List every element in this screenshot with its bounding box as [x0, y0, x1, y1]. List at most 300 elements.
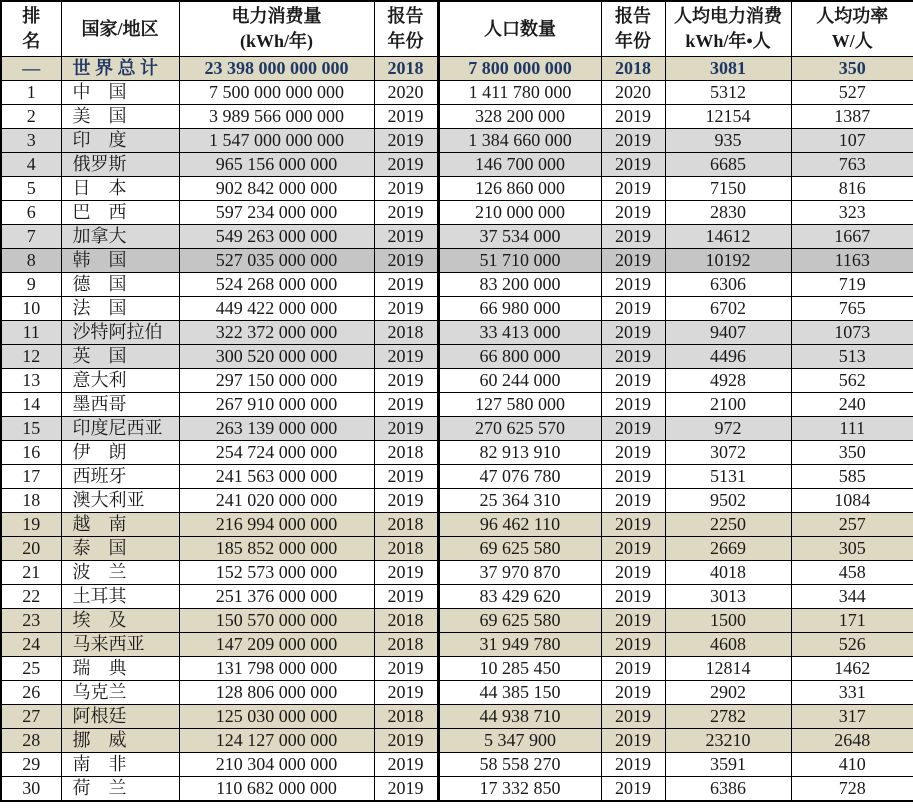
consumption-cell: 300 520 000 000: [179, 345, 374, 369]
country-cell: 越 南: [61, 513, 179, 537]
per-capita-power-cell: 410: [791, 753, 913, 777]
per-capita-consumption-cell: 2782: [665, 705, 791, 729]
consumption-cell: 125 030 000 000: [179, 705, 374, 729]
report-year-2-cell: 2019: [601, 369, 665, 393]
consumption-cell: 1 547 000 000 000: [179, 129, 374, 153]
per-capita-consumption-cell: 6306: [665, 273, 791, 297]
country-cell: 巴 西: [61, 201, 179, 225]
rank-cell: 18: [1, 489, 61, 513]
per-capita-consumption-cell: 2669: [665, 537, 791, 561]
header-label: 人均功率: [816, 6, 889, 26]
table-row: [1, 489, 913, 513]
table-row: [1, 633, 913, 657]
report-year-1-cell: 2020: [374, 81, 438, 105]
country-cell: 韩 国: [61, 249, 179, 273]
report-year-1-cell: 2019: [374, 225, 438, 249]
population-cell: 17 332 850: [438, 777, 601, 802]
report-year-2-cell: 2019: [601, 273, 665, 297]
report-year-1-cell: 2018: [374, 513, 438, 537]
table-row: [1, 513, 913, 537]
report-year-1-cell: 2019: [374, 273, 438, 297]
consumption-cell: 527 035 000 000: [179, 249, 374, 273]
header-label: 报告: [387, 6, 424, 26]
per-capita-consumption-cell: 5312: [665, 81, 791, 105]
country-cell: 意大利: [61, 369, 179, 393]
rank-cell: 8: [1, 249, 61, 273]
report-year-1-cell: 2019: [374, 681, 438, 705]
report-year-1-cell: 2018: [374, 441, 438, 465]
population-cell: 31 949 780: [438, 633, 601, 657]
population-cell: 127 580 000: [438, 393, 601, 417]
report-year-1-cell: 2019: [374, 153, 438, 177]
per-capita-power-cell: 111: [791, 417, 913, 441]
consumption-cell: 263 139 000 000: [179, 417, 374, 441]
consumption-cell: 185 852 000 000: [179, 537, 374, 561]
table-row: [1, 81, 913, 105]
table-row: [1, 441, 913, 465]
population-cell: 96 462 110: [438, 513, 601, 537]
report-year-1-cell: 2018: [374, 609, 438, 633]
report-year-2-cell: 2019: [601, 705, 665, 729]
per-capita-consumption-cell: 7150: [665, 177, 791, 201]
per-capita-power-cell: 513: [791, 345, 913, 369]
consumption-cell: 322 372 000 000: [179, 321, 374, 345]
population-cell: 47 076 780: [438, 465, 601, 489]
report-year-1-cell: 2019: [374, 105, 438, 129]
consumption-cell: 7 500 000 000 000: [179, 81, 374, 105]
per-capita-consumption-cell: 1500: [665, 609, 791, 633]
consumption-cell: 216 994 000 000: [179, 513, 374, 537]
report-year-2-cell: 2019: [601, 513, 665, 537]
header-label: 电力消费量: [231, 6, 322, 26]
report-year-2-cell: 2019: [601, 777, 665, 802]
rank-cell: 6: [1, 201, 61, 225]
rank-cell: —: [1, 57, 61, 81]
rank-cell: 28: [1, 729, 61, 753]
per-capita-power-cell: 171: [791, 609, 913, 633]
country-cell: 荷 兰: [61, 777, 179, 802]
country-cell: 伊 朗: [61, 441, 179, 465]
table-row: [1, 129, 913, 153]
table-row: [1, 57, 913, 81]
per-capita-consumption-cell: 4018: [665, 561, 791, 585]
population-cell: 58 558 270: [438, 753, 601, 777]
per-capita-consumption-cell: 3072: [665, 441, 791, 465]
country-cell: 澳大利亚: [61, 489, 179, 513]
table-row: [1, 105, 913, 129]
per-capita-consumption-cell: 12814: [665, 657, 791, 681]
report-year-2-cell: 2019: [601, 297, 665, 321]
report-year-1-cell: 2019: [374, 129, 438, 153]
per-capita-power-cell: 458: [791, 561, 913, 585]
rank-cell: 4: [1, 153, 61, 177]
table-row: [1, 321, 913, 345]
per-capita-power-cell: 344: [791, 585, 913, 609]
population-cell: 44 385 150: [438, 681, 601, 705]
report-year-2-cell: 2019: [601, 153, 665, 177]
per-capita-consumption-cell: 972: [665, 417, 791, 441]
consumption-cell: 297 150 000 000: [179, 369, 374, 393]
rank-cell: 22: [1, 585, 61, 609]
table-body: [1, 57, 913, 802]
report-year-1-cell: 2019: [374, 657, 438, 681]
country-cell: 印 度: [61, 129, 179, 153]
report-year-2-cell: 2019: [601, 225, 665, 249]
table-row: [1, 705, 913, 729]
table-row: [1, 345, 913, 369]
country-cell: 加拿大: [61, 225, 179, 249]
consumption-cell: 3 989 566 000 000: [179, 105, 374, 129]
report-year-2-cell: 2018: [601, 57, 665, 81]
report-year-1-cell: 2019: [374, 345, 438, 369]
rank-cell: 20: [1, 537, 61, 561]
report-year-2-cell: 2019: [601, 489, 665, 513]
population-cell: 146 700 000: [438, 153, 601, 177]
rank-cell: 3: [1, 129, 61, 153]
population-cell: 1 411 780 000: [438, 81, 601, 105]
header-label: 国家/地区: [81, 18, 159, 39]
report-year-2-cell: 2019: [601, 561, 665, 585]
col-header-population: [438, 1, 601, 57]
header-label: 年份: [387, 31, 424, 51]
consumption-cell: 241 563 000 000: [179, 465, 374, 489]
consumption-cell: 150 570 000 000: [179, 609, 374, 633]
consumption-cell: 524 268 000 000: [179, 273, 374, 297]
report-year-2-cell: 2019: [601, 537, 665, 561]
population-cell: 60 244 000: [438, 369, 601, 393]
per-capita-power-cell: 2648: [791, 729, 913, 753]
header-label: 人均电力消费: [674, 6, 782, 26]
population-cell: 83 200 000: [438, 273, 601, 297]
col-header-report-year-1: [374, 1, 438, 57]
population-cell: 83 429 620: [438, 585, 601, 609]
per-capita-power-cell: 765: [791, 297, 913, 321]
col-header-consumption: [179, 1, 374, 57]
per-capita-consumption-cell: 4496: [665, 345, 791, 369]
per-capita-power-cell: 107: [791, 129, 913, 153]
report-year-1-cell: 2019: [374, 753, 438, 777]
population-cell: 25 364 310: [438, 489, 601, 513]
report-year-1-cell: 2019: [374, 777, 438, 802]
consumption-cell: 965 156 000 000: [179, 153, 374, 177]
per-capita-power-cell: 350: [791, 441, 913, 465]
country-cell: 美 国: [61, 105, 179, 129]
consumption-cell: 902 842 000 000: [179, 177, 374, 201]
report-year-2-cell: 2019: [601, 657, 665, 681]
table-row: [1, 393, 913, 417]
country-cell: 俄罗斯: [61, 153, 179, 177]
per-capita-power-cell: 1387: [791, 105, 913, 129]
report-year-2-cell: 2019: [601, 609, 665, 633]
population-cell: 5 347 900: [438, 729, 601, 753]
per-capita-consumption-cell: 4928: [665, 369, 791, 393]
country-cell: 沙特阿拉伯: [61, 321, 179, 345]
rank-cell: 30: [1, 777, 61, 802]
report-year-2-cell: 2019: [601, 177, 665, 201]
col-header-country: [61, 1, 179, 57]
table-row: [1, 537, 913, 561]
consumption-cell: 147 209 000 000: [179, 633, 374, 657]
report-year-2-cell: 2019: [601, 321, 665, 345]
table-row: [1, 249, 913, 273]
population-cell: 66 800 000: [438, 345, 601, 369]
header-label: 人口数量: [484, 18, 556, 39]
table-row: [1, 369, 913, 393]
per-capita-power-cell: 585: [791, 465, 913, 489]
population-cell: 66 980 000: [438, 297, 601, 321]
header-label: kWh/年•人: [685, 31, 771, 51]
per-capita-power-cell: 305: [791, 537, 913, 561]
table-row: [1, 465, 913, 489]
rank-cell: 27: [1, 705, 61, 729]
country-cell: 波 兰: [61, 561, 179, 585]
table-row: [1, 177, 913, 201]
per-capita-power-cell: 317: [791, 705, 913, 729]
per-capita-consumption-cell: 9502: [665, 489, 791, 513]
per-capita-power-cell: 763: [791, 153, 913, 177]
country-cell: 乌克兰: [61, 681, 179, 705]
table-row: [1, 273, 913, 297]
table-row: [1, 561, 913, 585]
consumption-cell: 128 806 000 000: [179, 681, 374, 705]
col-header-per-capita-consumption: [665, 1, 791, 57]
consumption-cell: 110 682 000 000: [179, 777, 374, 802]
population-cell: 10 285 450: [438, 657, 601, 681]
population-cell: 270 625 570: [438, 417, 601, 441]
table-row: [1, 657, 913, 681]
per-capita-power-cell: 323: [791, 201, 913, 225]
rank-cell: 11: [1, 321, 61, 345]
report-year-1-cell: 2018: [374, 321, 438, 345]
report-year-2-cell: 2019: [601, 633, 665, 657]
rank-cell: 25: [1, 657, 61, 681]
header-row: [1, 1, 913, 57]
population-cell: 69 625 580: [438, 537, 601, 561]
per-capita-consumption-cell: 10192: [665, 249, 791, 273]
rank-cell: 5: [1, 177, 61, 201]
header-label: 年份: [615, 31, 651, 51]
rank-cell: 10: [1, 297, 61, 321]
table-header: [1, 1, 913, 57]
report-year-2-cell: 2019: [601, 345, 665, 369]
per-capita-power-cell: 526: [791, 633, 913, 657]
rank-cell: 7: [1, 225, 61, 249]
population-cell: 1 384 660 000: [438, 129, 601, 153]
per-capita-consumption-cell: 12154: [665, 105, 791, 129]
rank-cell: 23: [1, 609, 61, 633]
per-capita-power-cell: 527: [791, 81, 913, 105]
country-cell: 马来西亚: [61, 633, 179, 657]
per-capita-power-cell: 1667: [791, 225, 913, 249]
consumption-cell: 152 573 000 000: [179, 561, 374, 585]
header-label: W/人: [831, 31, 873, 51]
per-capita-consumption-cell: 6386: [665, 777, 791, 802]
population-cell: 44 938 710: [438, 705, 601, 729]
rank-cell: 14: [1, 393, 61, 417]
per-capita-consumption-cell: 3591: [665, 753, 791, 777]
consumption-cell: 23 398 000 000 000: [179, 57, 374, 81]
country-cell: 德 国: [61, 273, 179, 297]
table-row: [1, 585, 913, 609]
per-capita-consumption-cell: 9407: [665, 321, 791, 345]
rank-cell: 29: [1, 753, 61, 777]
per-capita-power-cell: 1084: [791, 489, 913, 513]
country-cell: 日 本: [61, 177, 179, 201]
country-cell: 西班牙: [61, 465, 179, 489]
report-year-1-cell: 2018: [374, 633, 438, 657]
report-year-1-cell: 2019: [374, 417, 438, 441]
rank-cell: 17: [1, 465, 61, 489]
col-header-rank: [1, 1, 61, 57]
report-year-2-cell: 2019: [601, 753, 665, 777]
report-year-1-cell: 2018: [374, 57, 438, 81]
consumption-cell: 597 234 000 000: [179, 201, 374, 225]
report-year-1-cell: 2018: [374, 705, 438, 729]
header-label: (kWh/年): [239, 31, 313, 51]
table-row: [1, 681, 913, 705]
country-cell: 墨西哥: [61, 393, 179, 417]
report-year-2-cell: 2019: [601, 393, 665, 417]
report-year-1-cell: 2019: [374, 177, 438, 201]
table-row: [1, 153, 913, 177]
rank-cell: 21: [1, 561, 61, 585]
per-capita-consumption-cell: 4608: [665, 633, 791, 657]
report-year-2-cell: 2019: [601, 105, 665, 129]
per-capita-consumption-cell: 6702: [665, 297, 791, 321]
consumption-cell: 549 263 000 000: [179, 225, 374, 249]
header-label: 名: [22, 31, 41, 51]
table-row: [1, 297, 913, 321]
rank-cell: 13: [1, 369, 61, 393]
per-capita-consumption-cell: 5131: [665, 465, 791, 489]
rank-cell: 16: [1, 441, 61, 465]
report-year-1-cell: 2019: [374, 201, 438, 225]
col-header-per-capita-power: [791, 1, 913, 57]
consumption-cell: 131 798 000 000: [179, 657, 374, 681]
country-cell: 英 国: [61, 345, 179, 369]
per-capita-consumption-cell: 2902: [665, 681, 791, 705]
consumption-cell: 251 376 000 000: [179, 585, 374, 609]
country-cell: 泰 国: [61, 537, 179, 561]
report-year-2-cell: 2019: [601, 441, 665, 465]
rank-cell: 9: [1, 273, 61, 297]
per-capita-power-cell: 350: [791, 57, 913, 81]
rank-cell: 26: [1, 681, 61, 705]
country-cell: 挪 威: [61, 729, 179, 753]
table-row: [1, 777, 913, 802]
per-capita-power-cell: 1163: [791, 249, 913, 273]
population-cell: 51 710 000: [438, 249, 601, 273]
population-cell: 82 913 910: [438, 441, 601, 465]
country-cell: 埃 及: [61, 609, 179, 633]
report-year-2-cell: 2019: [601, 417, 665, 441]
consumption-cell: 124 127 000 000: [179, 729, 374, 753]
table-row: [1, 201, 913, 225]
table-row: [1, 753, 913, 777]
consumption-cell: 449 422 000 000: [179, 297, 374, 321]
population-cell: 33 413 000: [438, 321, 601, 345]
per-capita-consumption-cell: 6685: [665, 153, 791, 177]
country-cell: 印度尼西亚: [61, 417, 179, 441]
per-capita-consumption-cell: 14612: [665, 225, 791, 249]
population-cell: 37 970 870: [438, 561, 601, 585]
table-row: [1, 729, 913, 753]
report-year-1-cell: 2019: [374, 585, 438, 609]
population-cell: 210 000 000: [438, 201, 601, 225]
per-capita-consumption-cell: 935: [665, 129, 791, 153]
report-year-2-cell: 2019: [601, 729, 665, 753]
report-year-2-cell: 2019: [601, 465, 665, 489]
report-year-2-cell: 2019: [601, 129, 665, 153]
per-capita-power-cell: 240: [791, 393, 913, 417]
report-year-1-cell: 2019: [374, 561, 438, 585]
report-year-1-cell: 2019: [374, 489, 438, 513]
rank-cell: 1: [1, 81, 61, 105]
per-capita-power-cell: 257: [791, 513, 913, 537]
per-capita-power-cell: 331: [791, 681, 913, 705]
country-cell: 法 国: [61, 297, 179, 321]
report-year-1-cell: 2019: [374, 393, 438, 417]
report-year-1-cell: 2019: [374, 729, 438, 753]
per-capita-consumption-cell: 23210: [665, 729, 791, 753]
report-year-1-cell: 2018: [374, 537, 438, 561]
report-year-2-cell: 2019: [601, 585, 665, 609]
per-capita-power-cell: 816: [791, 177, 913, 201]
per-capita-consumption-cell: 2250: [665, 513, 791, 537]
per-capita-power-cell: 562: [791, 369, 913, 393]
table-row: [1, 609, 913, 633]
consumption-cell: 210 304 000 000: [179, 753, 374, 777]
report-year-2-cell: 2020: [601, 81, 665, 105]
population-cell: 69 625 580: [438, 609, 601, 633]
rank-cell: 24: [1, 633, 61, 657]
per-capita-consumption-cell: 2830: [665, 201, 791, 225]
consumption-cell: 241 020 000 000: [179, 489, 374, 513]
per-capita-consumption-cell: 3081: [665, 57, 791, 81]
table-row: [1, 417, 913, 441]
per-capita-power-cell: 1462: [791, 657, 913, 681]
country-cell: 世 界 总 计: [61, 57, 179, 81]
report-year-2-cell: 2019: [601, 201, 665, 225]
country-cell: 中 国: [61, 81, 179, 105]
population-cell: 37 534 000: [438, 225, 601, 249]
header-label: 报告: [615, 6, 651, 26]
header-label: 排: [22, 6, 41, 26]
report-year-2-cell: 2019: [601, 249, 665, 273]
country-cell: 阿根廷: [61, 705, 179, 729]
rank-cell: 15: [1, 417, 61, 441]
population-cell: 7 800 000 000: [438, 57, 601, 81]
per-capita-consumption-cell: 3013: [665, 585, 791, 609]
report-year-2-cell: 2019: [601, 681, 665, 705]
report-year-1-cell: 2019: [374, 369, 438, 393]
table-row: [1, 225, 913, 249]
consumption-cell: 267 910 000 000: [179, 393, 374, 417]
per-capita-power-cell: 1073: [791, 321, 913, 345]
rank-cell: 2: [1, 105, 61, 129]
population-cell: 328 200 000: [438, 105, 601, 129]
consumption-cell: 254 724 000 000: [179, 441, 374, 465]
report-year-1-cell: 2019: [374, 249, 438, 273]
country-cell: 南 非: [61, 753, 179, 777]
report-year-1-cell: 2019: [374, 297, 438, 321]
per-capita-power-cell: 719: [791, 273, 913, 297]
country-cell: 瑞 典: [61, 657, 179, 681]
col-header-report-year-2: [601, 1, 665, 57]
per-capita-consumption-cell: 2100: [665, 393, 791, 417]
per-capita-power-cell: 728: [791, 777, 913, 802]
report-year-1-cell: 2019: [374, 465, 438, 489]
